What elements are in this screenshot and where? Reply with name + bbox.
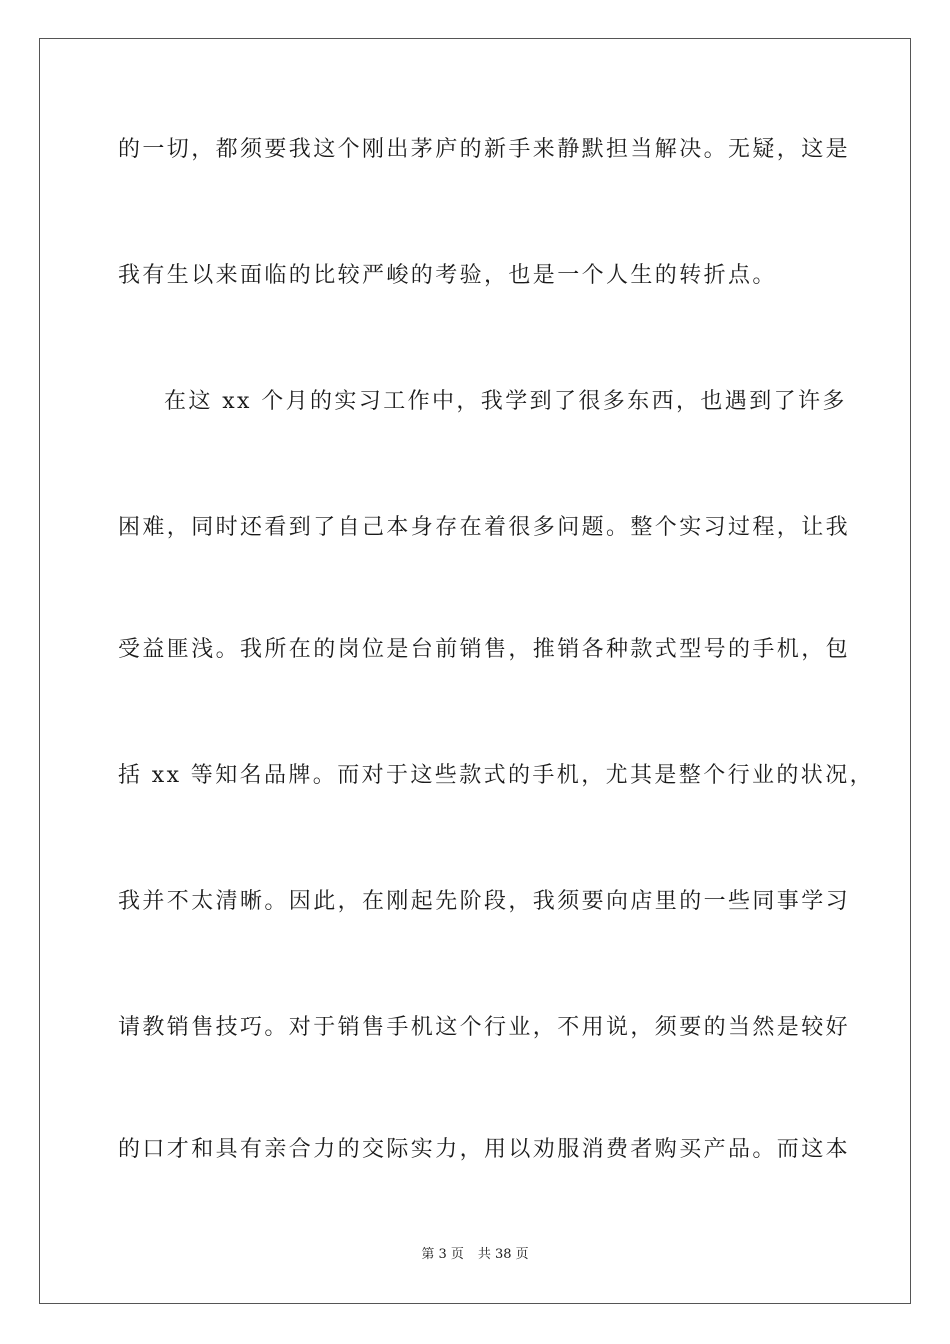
page-footer	[0, 1246, 950, 1264]
text-line-8: 请教销售技巧。对于销售手机这个行业，不用说，须要的当然是较好	[118, 1015, 851, 1040]
text-line-3: 在这 xx 个月的实习工作中，我学到了很多东西，也遇到了许多	[164, 389, 847, 414]
text-line-5: 受益匪浅。我所在的岗位是台前销售，推销各种款式型号的手机，包	[118, 637, 851, 662]
text-line-7: 我并不太清晰。因此，在刚起先阶段，我须要向店里的一些同事学习	[118, 889, 851, 914]
total-pages: 共 38 页	[477, 1247, 529, 1262]
page-number: 第 3 页	[421, 1247, 464, 1262]
text-line-6: 括 xx 等知名品牌。而对于这些款式的手机，尤其是整个行业的状况，	[118, 763, 875, 788]
text-line-2: 我有生以来面临的比较严峻的考验，也是一个人生的转折点。	[118, 263, 777, 288]
text-line-9: 的口才和具有亲合力的交际实力，用以劝服消费者购买产品。而这本	[118, 1137, 851, 1162]
text-line-4: 困难，同时还看到了自己本身存在着很多问题。整个实习过程，让我	[118, 515, 851, 540]
page-border	[39, 38, 911, 1304]
text-line-1: 的一切，都须要我这个刚出茅庐的新手来静默担当解决。无疑，这是	[118, 137, 851, 162]
